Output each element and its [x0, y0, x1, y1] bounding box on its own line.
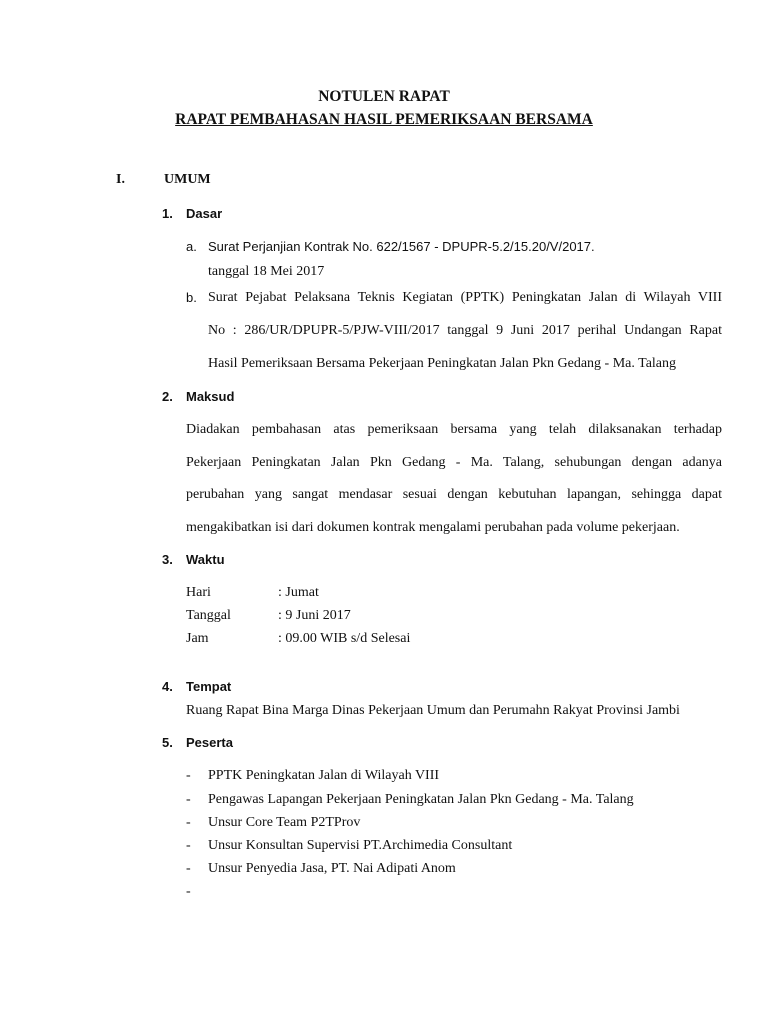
dasar-item-a-line1: Surat Perjanjian Kontrak No. 622/1567 - DPUPR-5.2/15.20/V/2017. — [208, 239, 595, 254]
maksud-line-2: Pekerjaan Peningkatan Jalan Pkn Gedang - Ma. Talang, sehubungan dengan adanya — [186, 455, 722, 470]
document-title: NOTULEN RAPAT — [318, 88, 450, 105]
peserta-item-2: Pengawas Lapangan Pekerjaan Peningkatan Jalan Pkn Gedang - Ma. Talang — [208, 792, 634, 807]
waktu-hari-value: : Jumat — [278, 585, 319, 600]
peserta-item-1: PPTK Peningkatan Jalan di Wilayah VIII — [208, 768, 440, 783]
document-subtitle — [0, 111, 768, 129]
section-heading: UMUM — [164, 172, 211, 187]
section-number: I. — [116, 172, 125, 187]
dasar-item-b-marker: b. — [186, 290, 197, 305]
peserta-number: 5. — [162, 735, 173, 750]
peserta-item-1-marker: - — [186, 768, 191, 783]
waktu-tanggal-value: : 9 Juni 2017 — [278, 608, 351, 623]
maksud-heading: Maksud — [186, 389, 235, 404]
tempat-number: 4. — [162, 679, 173, 694]
waktu-jam-value: : 09.00 WIB s/d Selesai — [278, 631, 411, 646]
tempat-text: Ruang Rapat Bina Marga Dinas Pekerjaan Umum dan Perumahn Rakyat Provinsi Jambi — [186, 703, 680, 718]
tempat-heading: Tempat — [186, 679, 232, 694]
maksud-line-4: mengakibatkan isi dari dokumen kontrak mengalami perubahan pada volume pekerjaan. — [186, 520, 680, 535]
peserta-item-4: Unsur Konsultan Supervisi PT.Archimedia Consultant — [208, 838, 513, 853]
waktu-jam-label: Jam — [186, 631, 209, 646]
peserta-item-2-marker: - — [186, 792, 191, 807]
maksud-number: 2. — [162, 389, 173, 404]
peserta-item-3: Unsur Core Team P2TProv — [208, 815, 361, 830]
dasar-item-b-line1: Surat Pejabat Pelaksana Teknis Kegiatan (PPTK) Peningkatan Jalan di Wilayah VIII — [208, 290, 722, 305]
dasar-number: 1. — [162, 206, 173, 221]
peserta-item-6-marker: - — [186, 884, 191, 899]
maksud-line-1: Diadakan pembahasan atas pemeriksaan bersama yang telah dilaksanakan terhadap — [186, 422, 722, 437]
waktu-number: 3. — [162, 552, 173, 567]
peserta-item-5-marker: - — [186, 861, 191, 876]
dasar-item-b-line2: No : 286/UR/DPUPR-5/PJW-VIII/2017 tanggal 9 Juni 2017 perihal Undangan Rapat — [208, 323, 722, 338]
peserta-item-4-marker: - — [186, 838, 191, 853]
dasar-item-a-marker: a. — [186, 239, 197, 254]
dasar-item-a-line2: tanggal 18 Mei 2017 — [208, 264, 325, 279]
waktu-tanggal-label: Tanggal — [186, 608, 231, 623]
dasar-item-b-line3: Hasil Pemeriksaan Bersama Pekerjaan Peningkatan Jalan Pkn Gedang - Ma. Talang — [208, 356, 677, 371]
peserta-heading: Peserta — [186, 735, 233, 750]
maksud-line-3: perubahan yang sangat mendasar sesuai dengan kebutuhan lapangan, sehingga dapat — [186, 487, 722, 502]
waktu-heading: Waktu — [186, 552, 225, 567]
peserta-item-5: Unsur Penyedia Jasa, PT. Nai Adipati Anom — [208, 861, 456, 876]
document-subtitle-text: RAPAT PEMBAHASAN HASIL PEMERIKSAAN BERSAMA — [175, 111, 593, 128]
waktu-hari-label: Hari — [186, 585, 211, 600]
peserta-item-3-marker: - — [186, 815, 191, 830]
dasar-heading: Dasar — [186, 206, 223, 221]
